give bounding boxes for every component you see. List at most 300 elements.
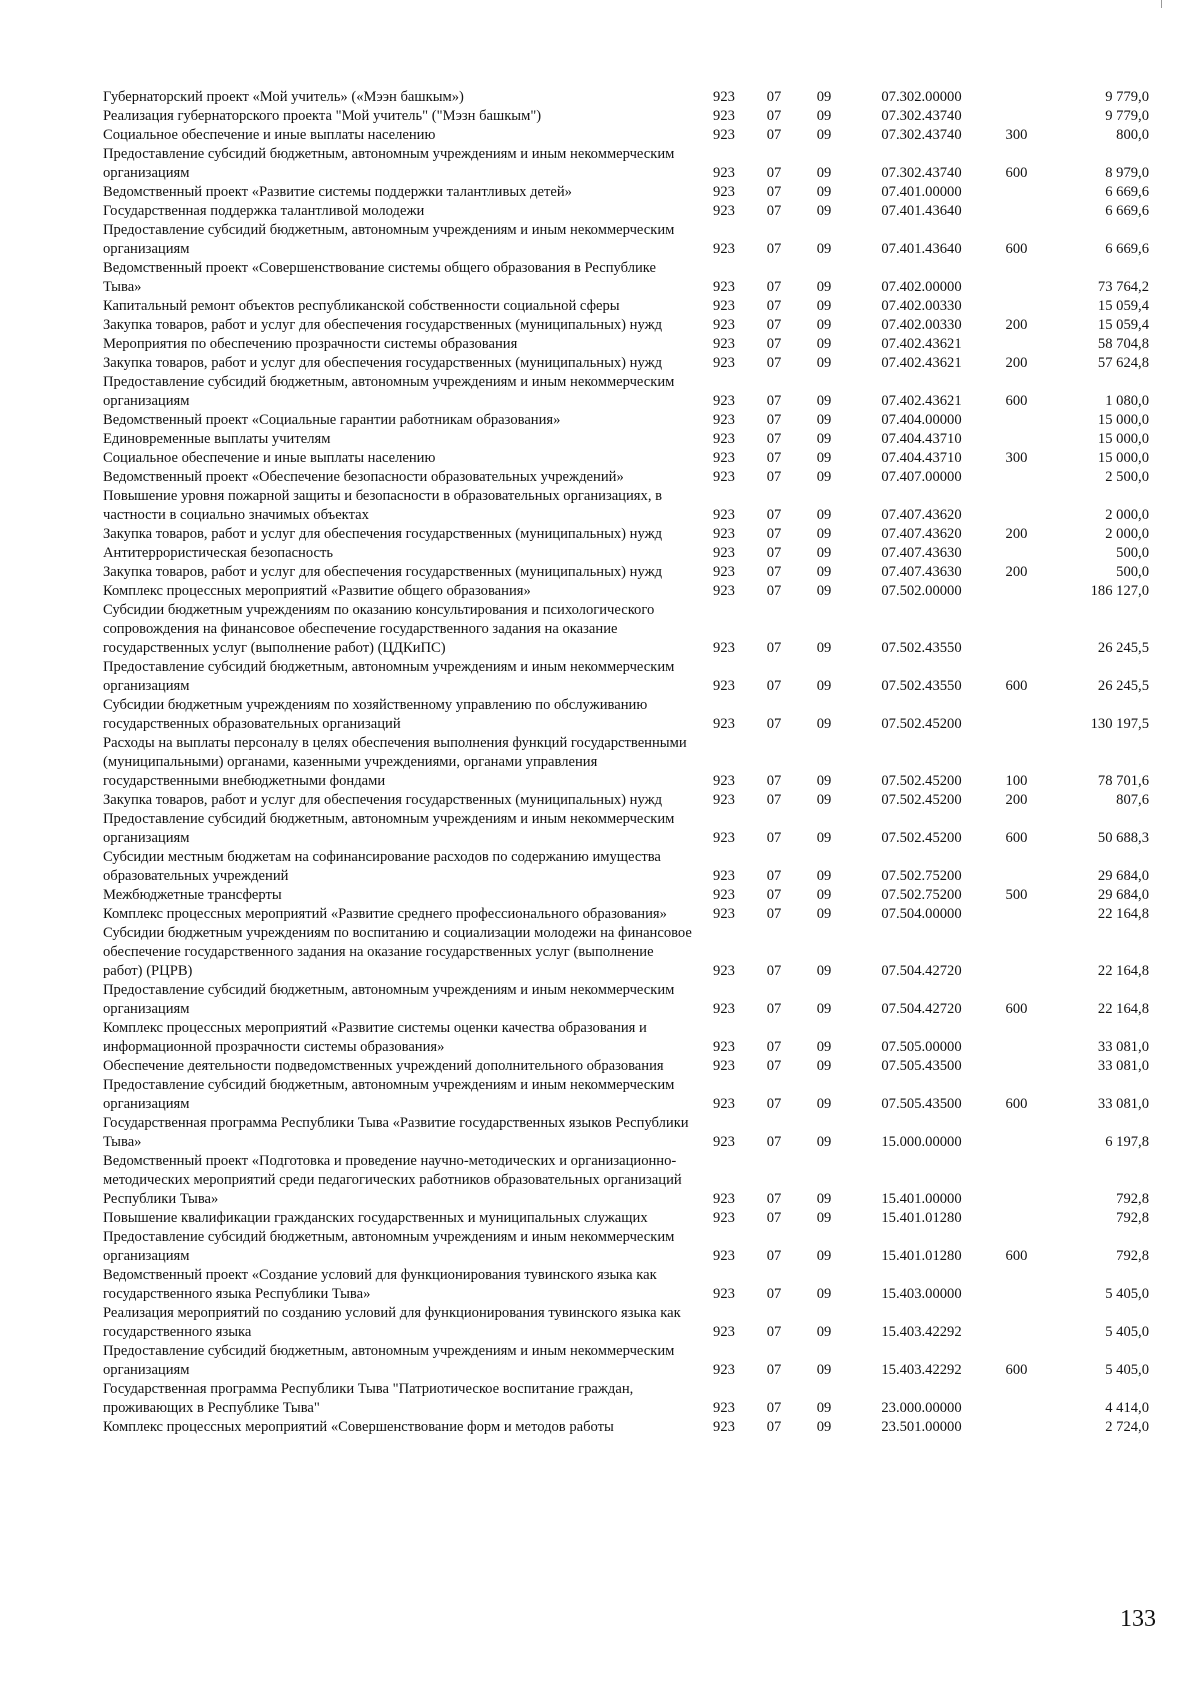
ministry-code-cell: 923 — [713, 355, 735, 371]
subsection-code-cell: 09 — [816, 716, 832, 732]
amount-cell: 5 405,0 — [1105, 1362, 1149, 1378]
section-code-cell: 07 — [766, 1096, 782, 1112]
amount-cell: 15 000,0 — [1097, 412, 1149, 428]
amount-cell: 792,8 — [1116, 1191, 1149, 1207]
subsection-code-cell: 09 — [816, 1001, 832, 1017]
subsection-code-cell: 09 — [816, 127, 832, 143]
amount-cell: 2 500,0 — [1105, 469, 1149, 485]
table-row — [103, 1076, 1149, 1114]
expense-name-cell: Расходы на выплаты персоналу в целях обеспечения выполнения функций государственными (муниципальными) органами, казенными учреждениями, органами управления государственными внебюджетными фондами — [103, 735, 687, 789]
ministry-code-cell: 923 — [713, 1286, 735, 1302]
table-row — [103, 1209, 1149, 1228]
amount-cell: 9 779,0 — [1105, 108, 1149, 124]
expense-name-cell: Государственная программа Республики Тыва «Развитие государственных языков Республики Тыва» — [103, 1115, 689, 1150]
amount-cell: 15 000,0 — [1097, 450, 1149, 466]
section-code-cell: 07 — [766, 1191, 782, 1207]
expense-name-cell: Межбюджетные трансферты — [103, 887, 282, 903]
section-code-cell: 07 — [766, 450, 782, 466]
section-code-cell: 07 — [766, 906, 782, 922]
amount-cell: 5 405,0 — [1105, 1324, 1149, 1340]
expense-type-code-cell — [994, 924, 1039, 981]
subsection-code-cell: 09 — [816, 108, 832, 124]
table-row — [103, 411, 1149, 430]
section-code-cell: 07 — [766, 108, 782, 124]
expense-name-cell: Закупка товаров, работ и услуг для обеспечения государственных (муниципальных) нужд — [103, 792, 663, 808]
table-row — [103, 696, 1149, 734]
section-code-cell: 07 — [766, 792, 782, 808]
ministry-code-cell: 923 — [713, 412, 735, 428]
budget-table — [103, 88, 1149, 1437]
expense-name-cell: Ведомственный проект «Развитие системы поддержки талантливых детей» — [103, 184, 572, 200]
expense-type-code-cell: 600 — [1005, 1362, 1028, 1378]
section-code-cell: 07 — [766, 203, 782, 219]
target-item-code-cell: 07.402.43621 — [881, 393, 962, 409]
section-code-cell: 07 — [766, 279, 782, 295]
expense-type-code-cell: 600 — [1005, 1001, 1028, 1017]
table-row — [103, 601, 1149, 658]
target-item-code-cell: 07.401.43640 — [881, 241, 962, 257]
section-code-cell: 07 — [766, 431, 782, 447]
ministry-code-cell: 923 — [713, 583, 735, 599]
amount-cell: 57 624,8 — [1097, 355, 1149, 371]
expense-name-cell: Предоставление субсидий бюджетным, автономным учреждениям и иным некоммерческим организациям — [103, 222, 675, 257]
section-code-cell: 07 — [766, 165, 782, 181]
ministry-code-cell: 923 — [713, 526, 735, 542]
section-code-cell: 07 — [766, 1400, 782, 1416]
expense-type-code-cell: 600 — [1005, 241, 1028, 257]
target-item-code-cell: 07.302.43740 — [881, 108, 962, 124]
subsection-code-cell: 09 — [816, 1419, 832, 1435]
target-item-code-cell: 07.302.43740 — [881, 127, 962, 143]
target-item-code-cell: 07.407.43630 — [881, 545, 962, 561]
expense-type-code-cell — [994, 1266, 1039, 1304]
target-item-code-cell: 07.502.45200 — [881, 716, 962, 732]
table-row — [103, 981, 1149, 1019]
table-row — [103, 221, 1149, 259]
ministry-code-cell: 923 — [713, 1191, 735, 1207]
table-row — [103, 1152, 1149, 1209]
expense-name-cell: Ведомственный проект «Социальные гарантии работникам образования» — [103, 412, 561, 428]
subsection-code-cell: 09 — [816, 868, 832, 884]
section-code-cell: 07 — [766, 678, 782, 694]
target-item-code-cell: 07.402.00330 — [881, 317, 962, 333]
subsection-code-cell: 09 — [816, 1400, 832, 1416]
target-item-code-cell: 15.403.00000 — [881, 1286, 962, 1302]
expense-name-cell: Ведомственный проект «Обеспечение безопасности образовательных учреждений» — [103, 469, 624, 485]
amount-cell: 33 081,0 — [1097, 1096, 1149, 1112]
ministry-code-cell: 923 — [713, 1248, 735, 1264]
expense-type-code-cell — [994, 487, 1039, 525]
expense-type-code-cell — [994, 430, 1039, 449]
amount-cell: 33 081,0 — [1097, 1058, 1149, 1074]
subsection-code-cell: 09 — [816, 887, 832, 903]
subsection-code-cell: 09 — [816, 906, 832, 922]
target-item-code-cell: 07.504.42720 — [881, 963, 962, 979]
table-row — [103, 107, 1149, 126]
section-code-cell: 07 — [766, 184, 782, 200]
ministry-code-cell: 923 — [713, 184, 735, 200]
table-row — [103, 791, 1149, 810]
expense-name-cell: Предоставление субсидий бюджетным, автономным учреждениям и иным некоммерческим организациям — [103, 146, 675, 181]
amount-cell: 9 779,0 — [1105, 89, 1149, 105]
ministry-code-cell: 923 — [713, 716, 735, 732]
target-item-code-cell: 15.401.01280 — [881, 1248, 962, 1264]
ministry-code-cell: 923 — [713, 963, 735, 979]
expense-type-code-cell — [994, 601, 1039, 658]
table-row — [103, 924, 1149, 981]
expense-type-code-cell: 300 — [1005, 450, 1028, 466]
expense-type-code-cell: 600 — [1005, 393, 1028, 409]
expense-type-code-cell: 600 — [1005, 165, 1028, 181]
table-row — [103, 658, 1149, 696]
subsection-code-cell: 09 — [816, 773, 832, 789]
expense-type-code-cell: 200 — [1005, 792, 1028, 808]
ministry-code-cell: 923 — [713, 317, 735, 333]
subsection-code-cell: 09 — [816, 1362, 832, 1378]
table-row — [103, 183, 1149, 202]
target-item-code-cell: 07.407.43630 — [881, 564, 962, 580]
section-code-cell: 07 — [766, 355, 782, 371]
subsection-code-cell: 09 — [816, 412, 832, 428]
ministry-code-cell: 923 — [713, 127, 735, 143]
section-code-cell: 07 — [766, 583, 782, 599]
expense-type-code-cell: 600 — [1005, 678, 1028, 694]
subsection-code-cell: 09 — [816, 1096, 832, 1112]
table-row — [103, 202, 1149, 221]
subsection-code-cell: 09 — [816, 317, 832, 333]
amount-cell: 78 701,6 — [1097, 773, 1149, 789]
target-item-code-cell: 07.401.43640 — [881, 203, 962, 219]
expense-name-cell: Мероприятия по обеспечению прозрачности системы образования — [103, 336, 518, 352]
amount-cell: 26 245,5 — [1097, 678, 1149, 694]
amount-cell: 807,6 — [1116, 792, 1149, 808]
subsection-code-cell: 09 — [816, 1191, 832, 1207]
target-item-code-cell: 07.505.43500 — [881, 1058, 962, 1074]
expense-type-code-cell — [994, 1152, 1039, 1209]
table-row — [103, 354, 1149, 373]
ministry-code-cell: 923 — [713, 678, 735, 694]
ministry-code-cell: 923 — [713, 431, 735, 447]
expense-name-cell: Предоставление субсидий бюджетным, автономным учреждениям и иным некоммерческим организациям — [103, 659, 675, 694]
expense-type-code-cell — [994, 1380, 1039, 1418]
amount-cell: 22 164,8 — [1097, 1001, 1149, 1017]
target-item-code-cell: 07.502.45200 — [881, 773, 962, 789]
amount-cell: 6 197,8 — [1105, 1134, 1149, 1150]
expense-name-cell: Социальное обеспечение и иные выплаты населению — [103, 450, 436, 466]
expense-name-cell: Социальное обеспечение и иные выплаты населению — [103, 127, 436, 143]
table-row — [103, 449, 1149, 468]
ministry-code-cell: 923 — [713, 640, 735, 656]
amount-cell: 186 127,0 — [1090, 583, 1149, 599]
expense-type-code-cell — [994, 468, 1039, 487]
table-row — [103, 430, 1149, 449]
ministry-code-cell: 923 — [713, 564, 735, 580]
table-row — [103, 582, 1149, 601]
target-item-code-cell: 23.000.00000 — [881, 1400, 962, 1416]
section-code-cell: 07 — [766, 241, 782, 257]
section-code-cell: 07 — [766, 1248, 782, 1264]
expense-name-cell: Предоставление субсидий бюджетным, автономным учреждениям и иным некоммерческим организациям — [103, 982, 675, 1017]
target-item-code-cell: 15.000.00000 — [881, 1134, 962, 1150]
target-item-code-cell: 07.402.00330 — [881, 298, 962, 314]
section-code-cell: 07 — [766, 1286, 782, 1302]
amount-cell: 792,8 — [1116, 1210, 1149, 1226]
expense-name-cell: Реализация мероприятий по созданию условий для функционирования тувинского языка как государственного языка — [103, 1305, 681, 1340]
table-row — [103, 145, 1149, 183]
amount-cell: 6 669,6 — [1105, 203, 1149, 219]
expense-name-cell: Закупка товаров, работ и услуг для обеспечения государственных (муниципальных) нужд — [103, 526, 663, 542]
ministry-code-cell: 923 — [713, 1210, 735, 1226]
section-code-cell: 07 — [766, 716, 782, 732]
section-code-cell: 07 — [766, 773, 782, 789]
subsection-code-cell: 09 — [816, 336, 832, 352]
expense-name-cell: Предоставление субсидий бюджетным, автономным учреждениям и иным некоммерческим организациям — [103, 374, 675, 409]
section-code-cell: 07 — [766, 564, 782, 580]
table-row — [103, 1057, 1149, 1076]
page-number: 133 — [1120, 1606, 1156, 1632]
target-item-code-cell: 07.404.43710 — [881, 431, 962, 447]
expense-type-code-cell: 500 — [1005, 887, 1028, 903]
subsection-code-cell: 09 — [816, 184, 832, 200]
scan-margin-mark — [1161, 0, 1162, 8]
section-code-cell: 07 — [766, 507, 782, 523]
target-item-code-cell: 07.505.43500 — [881, 1096, 962, 1112]
subsection-code-cell: 09 — [816, 545, 832, 561]
target-item-code-cell: 07.404.00000 — [881, 412, 962, 428]
ministry-code-cell: 923 — [713, 1039, 735, 1055]
section-code-cell: 07 — [766, 412, 782, 428]
table-row — [103, 316, 1149, 335]
expense-name-cell: Ведомственный проект «Совершенствование системы общего образования в Республике Тыва» — [103, 260, 656, 295]
target-item-code-cell: 07.502.43550 — [881, 678, 962, 694]
expense-name-cell: Комплекс процессных мероприятий «Развитие системы оценки качества образования и информационной прозрачности системы образования» — [103, 1020, 647, 1055]
section-code-cell: 07 — [766, 868, 782, 884]
expense-name-cell: Государственная программа Республики Тыва "Патриотическое воспитание граждан, проживающих в Республике Тыва" — [103, 1381, 634, 1416]
target-item-code-cell: 07.504.42720 — [881, 1001, 962, 1017]
amount-cell: 800,0 — [1116, 127, 1149, 143]
target-item-code-cell: 07.502.75200 — [881, 868, 962, 884]
target-item-code-cell: 15.401.00000 — [881, 1191, 962, 1207]
table-row — [103, 1418, 1149, 1437]
ministry-code-cell: 923 — [713, 830, 735, 846]
section-code-cell: 07 — [766, 640, 782, 656]
table-row — [103, 126, 1149, 145]
expense-name-cell: Закупка товаров, работ и услуг для обеспечения государственных (муниципальных) нужд — [103, 355, 663, 371]
amount-cell: 8 979,0 — [1105, 165, 1149, 181]
target-item-code-cell: 07.302.43740 — [881, 165, 962, 181]
ministry-code-cell: 923 — [713, 1400, 735, 1416]
ministry-code-cell: 923 — [713, 469, 735, 485]
table-row — [103, 373, 1149, 411]
expense-type-code-cell — [994, 1304, 1039, 1342]
expense-name-cell: Реализация губернаторского проекта "Мой учитель" ("Мэзн башкым") — [103, 108, 542, 124]
subsection-code-cell: 09 — [816, 89, 832, 105]
target-item-code-cell: 07.407.00000 — [881, 469, 962, 485]
expense-name-cell: Антитеррористическая безопасность — [103, 545, 334, 561]
amount-cell: 73 764,2 — [1097, 279, 1149, 295]
expense-type-code-cell — [994, 1057, 1039, 1076]
amount-cell: 2 000,0 — [1105, 507, 1149, 523]
amount-cell: 29 684,0 — [1097, 868, 1149, 884]
expense-name-cell: Субсидии бюджетным учреждениям по хозяйственному управлению по обслуживанию государственных образовательных организаций — [103, 697, 648, 732]
section-code-cell: 07 — [766, 317, 782, 333]
subsection-code-cell: 09 — [816, 1039, 832, 1055]
ministry-code-cell: 923 — [713, 1001, 735, 1017]
ministry-code-cell: 923 — [713, 165, 735, 181]
expense-name-cell: Закупка товаров, работ и услуг для обеспечения государственных (муниципальных) нужд — [103, 317, 663, 333]
expense-name-cell: Закупка товаров, работ и услуг для обеспечения государственных (муниципальных) нужд — [103, 564, 663, 580]
table-row — [103, 1019, 1149, 1057]
table-row — [103, 1114, 1149, 1152]
ministry-code-cell: 923 — [713, 279, 735, 295]
amount-cell: 15 059,4 — [1097, 298, 1149, 314]
target-item-code-cell: 07.407.43620 — [881, 526, 962, 542]
table-row — [103, 810, 1149, 848]
expense-type-code-cell — [994, 335, 1039, 354]
section-code-cell: 07 — [766, 469, 782, 485]
expense-type-code-cell — [994, 905, 1039, 924]
amount-cell: 6 669,6 — [1105, 241, 1149, 257]
expense-name-cell: Повышение уровня пожарной защиты и безопасности в образовательных организациях, в частности в социально значимых объектах — [103, 488, 663, 523]
ministry-code-cell: 923 — [713, 1419, 735, 1435]
target-item-code-cell: 07.502.45200 — [881, 830, 962, 846]
subsection-code-cell: 09 — [816, 564, 832, 580]
expense-name-cell: Государственная поддержка талантливой молодежи — [103, 203, 425, 219]
amount-cell: 1 080,0 — [1105, 393, 1149, 409]
section-code-cell: 07 — [766, 1210, 782, 1226]
ministry-code-cell: 923 — [713, 545, 735, 561]
expense-type-code-cell — [994, 88, 1039, 107]
target-item-code-cell: 07.502.00000 — [881, 583, 962, 599]
expense-type-code-cell: 100 — [1005, 773, 1028, 789]
expense-type-code-cell: 600 — [1005, 1248, 1028, 1264]
amount-cell: 58 704,8 — [1097, 336, 1149, 352]
ministry-code-cell: 923 — [713, 1324, 735, 1340]
subsection-code-cell: 09 — [816, 1058, 832, 1074]
expense-name-cell: Единовременные выплаты учителям — [103, 431, 331, 447]
ministry-code-cell: 923 — [713, 298, 735, 314]
expense-name-cell: Ведомственный проект «Создание условий для функционирования тувинского языка как государственного языка Республики Тыва» — [103, 1267, 657, 1302]
subsection-code-cell: 09 — [816, 792, 832, 808]
table-row — [103, 544, 1149, 563]
table-row — [103, 468, 1149, 487]
expense-name-cell: Повышение квалификации гражданских государственных и муниципальных служащих — [103, 1210, 648, 1226]
ministry-code-cell: 923 — [713, 450, 735, 466]
expense-type-code-cell — [994, 411, 1039, 430]
subsection-code-cell: 09 — [816, 1134, 832, 1150]
amount-cell: 130 197,5 — [1090, 716, 1149, 732]
amount-cell: 15 000,0 — [1097, 431, 1149, 447]
expense-type-code-cell — [994, 202, 1039, 221]
section-code-cell: 07 — [766, 1134, 782, 1150]
ministry-code-cell: 923 — [713, 108, 735, 124]
subsection-code-cell: 09 — [816, 526, 832, 542]
target-item-code-cell: 07.302.00000 — [881, 89, 962, 105]
expense-type-code-cell — [994, 848, 1039, 886]
expense-type-code-cell — [994, 183, 1039, 202]
expense-type-code-cell — [994, 544, 1039, 563]
expense-name-cell: Предоставление субсидий бюджетным, автономным учреждениям и иным некоммерческим организациям — [103, 1077, 675, 1112]
expense-name-cell: Комплекс процессных мероприятий «Совершенствование форм и методов работы — [103, 1419, 614, 1435]
subsection-code-cell: 09 — [816, 678, 832, 694]
subsection-code-cell: 09 — [816, 431, 832, 447]
section-code-cell: 07 — [766, 830, 782, 846]
section-code-cell: 07 — [766, 1039, 782, 1055]
expense-type-code-cell: 600 — [1005, 830, 1028, 846]
table-row — [103, 487, 1149, 525]
ministry-code-cell: 923 — [713, 393, 735, 409]
target-item-code-cell: 07.401.00000 — [881, 184, 962, 200]
table-row — [103, 1380, 1149, 1418]
subsection-code-cell: 09 — [816, 203, 832, 219]
expense-type-code-cell: 200 — [1005, 526, 1028, 542]
table-row — [103, 1304, 1149, 1342]
ministry-code-cell: 923 — [713, 1096, 735, 1112]
expense-name-cell: Комплекс процессных мероприятий «Развитие общего образования» — [103, 583, 531, 599]
subsection-code-cell: 09 — [816, 507, 832, 523]
expense-type-code-cell — [994, 696, 1039, 734]
target-item-code-cell: 07.504.00000 — [881, 906, 962, 922]
target-item-code-cell: 07.404.43710 — [881, 450, 962, 466]
ministry-code-cell: 923 — [713, 336, 735, 352]
subsection-code-cell: 09 — [816, 640, 832, 656]
subsection-code-cell: 09 — [816, 1210, 832, 1226]
subsection-code-cell: 09 — [816, 298, 832, 314]
amount-cell: 500,0 — [1116, 564, 1149, 580]
table-row — [103, 886, 1149, 905]
target-item-code-cell: 15.403.42292 — [881, 1324, 962, 1340]
section-code-cell: 07 — [766, 1324, 782, 1340]
ministry-code-cell: 923 — [713, 1058, 735, 1074]
expense-name-cell: Субсидии местным бюджетам на софинансирование расходов по содержанию имущества образовательных учреждений — [103, 849, 661, 884]
expense-type-code-cell — [994, 1209, 1039, 1228]
ministry-code-cell: 923 — [713, 887, 735, 903]
subsection-code-cell: 09 — [816, 830, 832, 846]
section-code-cell: 07 — [766, 127, 782, 143]
ministry-code-cell: 923 — [713, 203, 735, 219]
subsection-code-cell: 09 — [816, 1286, 832, 1302]
expense-name-cell: Комплекс процессных мероприятий «Развитие среднего профессионального образования» — [103, 906, 667, 922]
expense-type-code-cell: 200 — [1005, 317, 1028, 333]
table-row — [103, 335, 1149, 354]
subsection-code-cell: 09 — [816, 279, 832, 295]
section-code-cell: 07 — [766, 887, 782, 903]
target-item-code-cell: 07.502.75200 — [881, 887, 962, 903]
subsection-code-cell: 09 — [816, 450, 832, 466]
section-code-cell: 07 — [766, 963, 782, 979]
table-row — [103, 259, 1149, 297]
expense-type-code-cell — [994, 259, 1039, 297]
table-row — [103, 848, 1149, 886]
subsection-code-cell: 09 — [816, 469, 832, 485]
subsection-code-cell: 09 — [816, 165, 832, 181]
expense-name-cell: Капитальный ремонт объектов республиканской собственности социальной сферы — [103, 298, 620, 314]
amount-cell: 6 669,6 — [1105, 184, 1149, 200]
table-row — [103, 1266, 1149, 1304]
amount-cell: 500,0 — [1116, 545, 1149, 561]
amount-cell: 22 164,8 — [1097, 906, 1149, 922]
table-body — [103, 88, 1149, 1437]
expense-type-code-cell — [994, 1114, 1039, 1152]
amount-cell: 2 000,0 — [1105, 526, 1149, 542]
target-item-code-cell: 15.401.01280 — [881, 1210, 962, 1226]
amount-cell: 22 164,8 — [1097, 963, 1149, 979]
amount-cell: 29 684,0 — [1097, 887, 1149, 903]
subsection-code-cell: 09 — [816, 583, 832, 599]
target-item-code-cell: 23.501.00000 — [881, 1419, 962, 1435]
table-row — [103, 525, 1149, 544]
amount-cell: 2 724,0 — [1105, 1419, 1149, 1435]
